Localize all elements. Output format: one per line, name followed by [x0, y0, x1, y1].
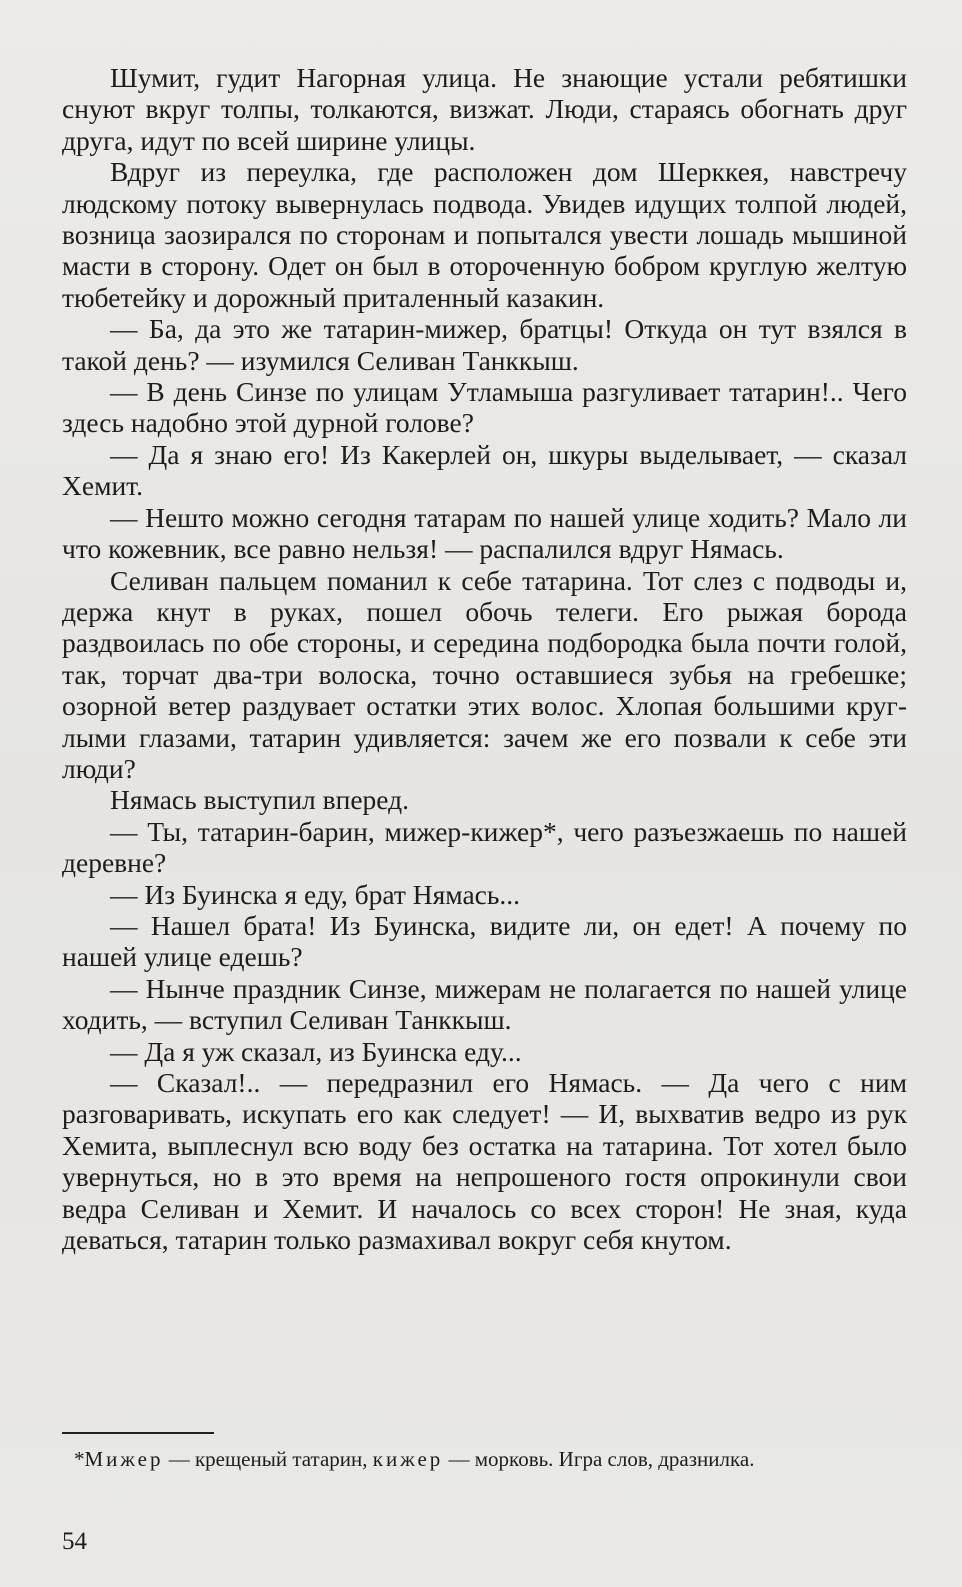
- paragraph: — Да я знаю его! Из Какерлей он, шкуры выделывает, — сказал Хемит.: [62, 438, 907, 502]
- main-text: [62, 62, 907, 1255]
- paragraph: Селиван пальцем поманил к себе татарина. Тот слез с подводы и, держа кнут в руках, пошел обочь телеги. Его рыжая борода раздвоилась по обе стороны, и середина подбородка была почти голой, так, торчат два-три волоска, точно оставшиеся зубья на гребешке; озорной ветер раздувает остатки этих волос. Хлопая большими круглыми глазами, татарин удивляется: зачем же его позвали к себе эти люди?: [62, 564, 907, 784]
- paragraph: Нямась выступил вперед.: [110, 784, 410, 816]
- paragraph: — Да я уж сказал, из Буинска еду...: [110, 1035, 522, 1067]
- footnote-divider: [62, 1432, 214, 1434]
- footnote-text: — морковь. Игра слов, дразнилка.: [443, 1447, 755, 1471]
- paragraph: — Из Буинска я еду, брат Нямась...: [110, 878, 521, 910]
- footnote: [62, 1446, 907, 1473]
- paragraph: — Ты, татарин-барин, мижер-кижер*, чего разъезжаешь по нашей деревне?: [62, 815, 907, 879]
- paragraph: — В день Синзе по улицам Утламыша разгуливает татарин!.. Чего здесь надобно этой дурной голове?: [62, 376, 907, 439]
- paragraph: — Нынче праздник Синзе, мижерам не полагается по нашей улице ходить, — вступил Селиван Танккыш.: [62, 972, 907, 1036]
- page-number: 54: [62, 1528, 87, 1555]
- footnote-term-kizher: кижер: [372, 1447, 444, 1471]
- paragraph: — Нашел брата! Из Буинска, видите ли, он едет! А почему по нашей улице едешь?: [62, 909, 907, 973]
- paragraph: Вдруг из переулка, где расположен дом Шерккея, навстречу людскому потоку вывернулась подвода. Увидев идущих толпой людей, возница заозирался по сторонам и попытался увести лошадь мышиной масти в сторону. Одет он был в отороченную бобром круглую желтую тюбетейку и дорожный приталенный казакин.: [62, 156, 907, 313]
- footnote-text: — крещеный татарин,: [163, 1447, 373, 1471]
- paragraph: — Сказал!.. — передразнил его Нямась. — Да чего с ним разговаривать, искупать его как следует! — И, выхватив ведро из рук Хемита, выплеснул всю воду без остатка на татарина. Тот хотел было увернуться, но в это время на непрошеного гостя опрокинули свои ведра Селиван и Хемит. И началось со всех сторон! Не зная, куда деваться, татарин только размахивал вокруг себя кнутом.: [62, 1067, 907, 1256]
- paragraph: — Нешто можно сегодня татарам по нашей улице ходить? Мало ли что кожевник, все равно нельзя! — распалился вдруг Нямась.: [62, 501, 907, 565]
- paragraph: — Ба, да это же татарин-мижер, братцы! Откуда он тут взялся в такой день? — изумился Селиван Танккыш.: [62, 313, 907, 376]
- paragraph: Шумит, гудит Нагорная улица. Не знающие устали ребятишки снуют вкруг толпы, толкаются, визжат. Люди, стараясь обогнать друг друга, идут по всей ширине улицы.: [62, 62, 907, 156]
- footnote-term-mizher: Мижер: [84, 1447, 164, 1471]
- footnote-marker: *: [74, 1447, 85, 1471]
